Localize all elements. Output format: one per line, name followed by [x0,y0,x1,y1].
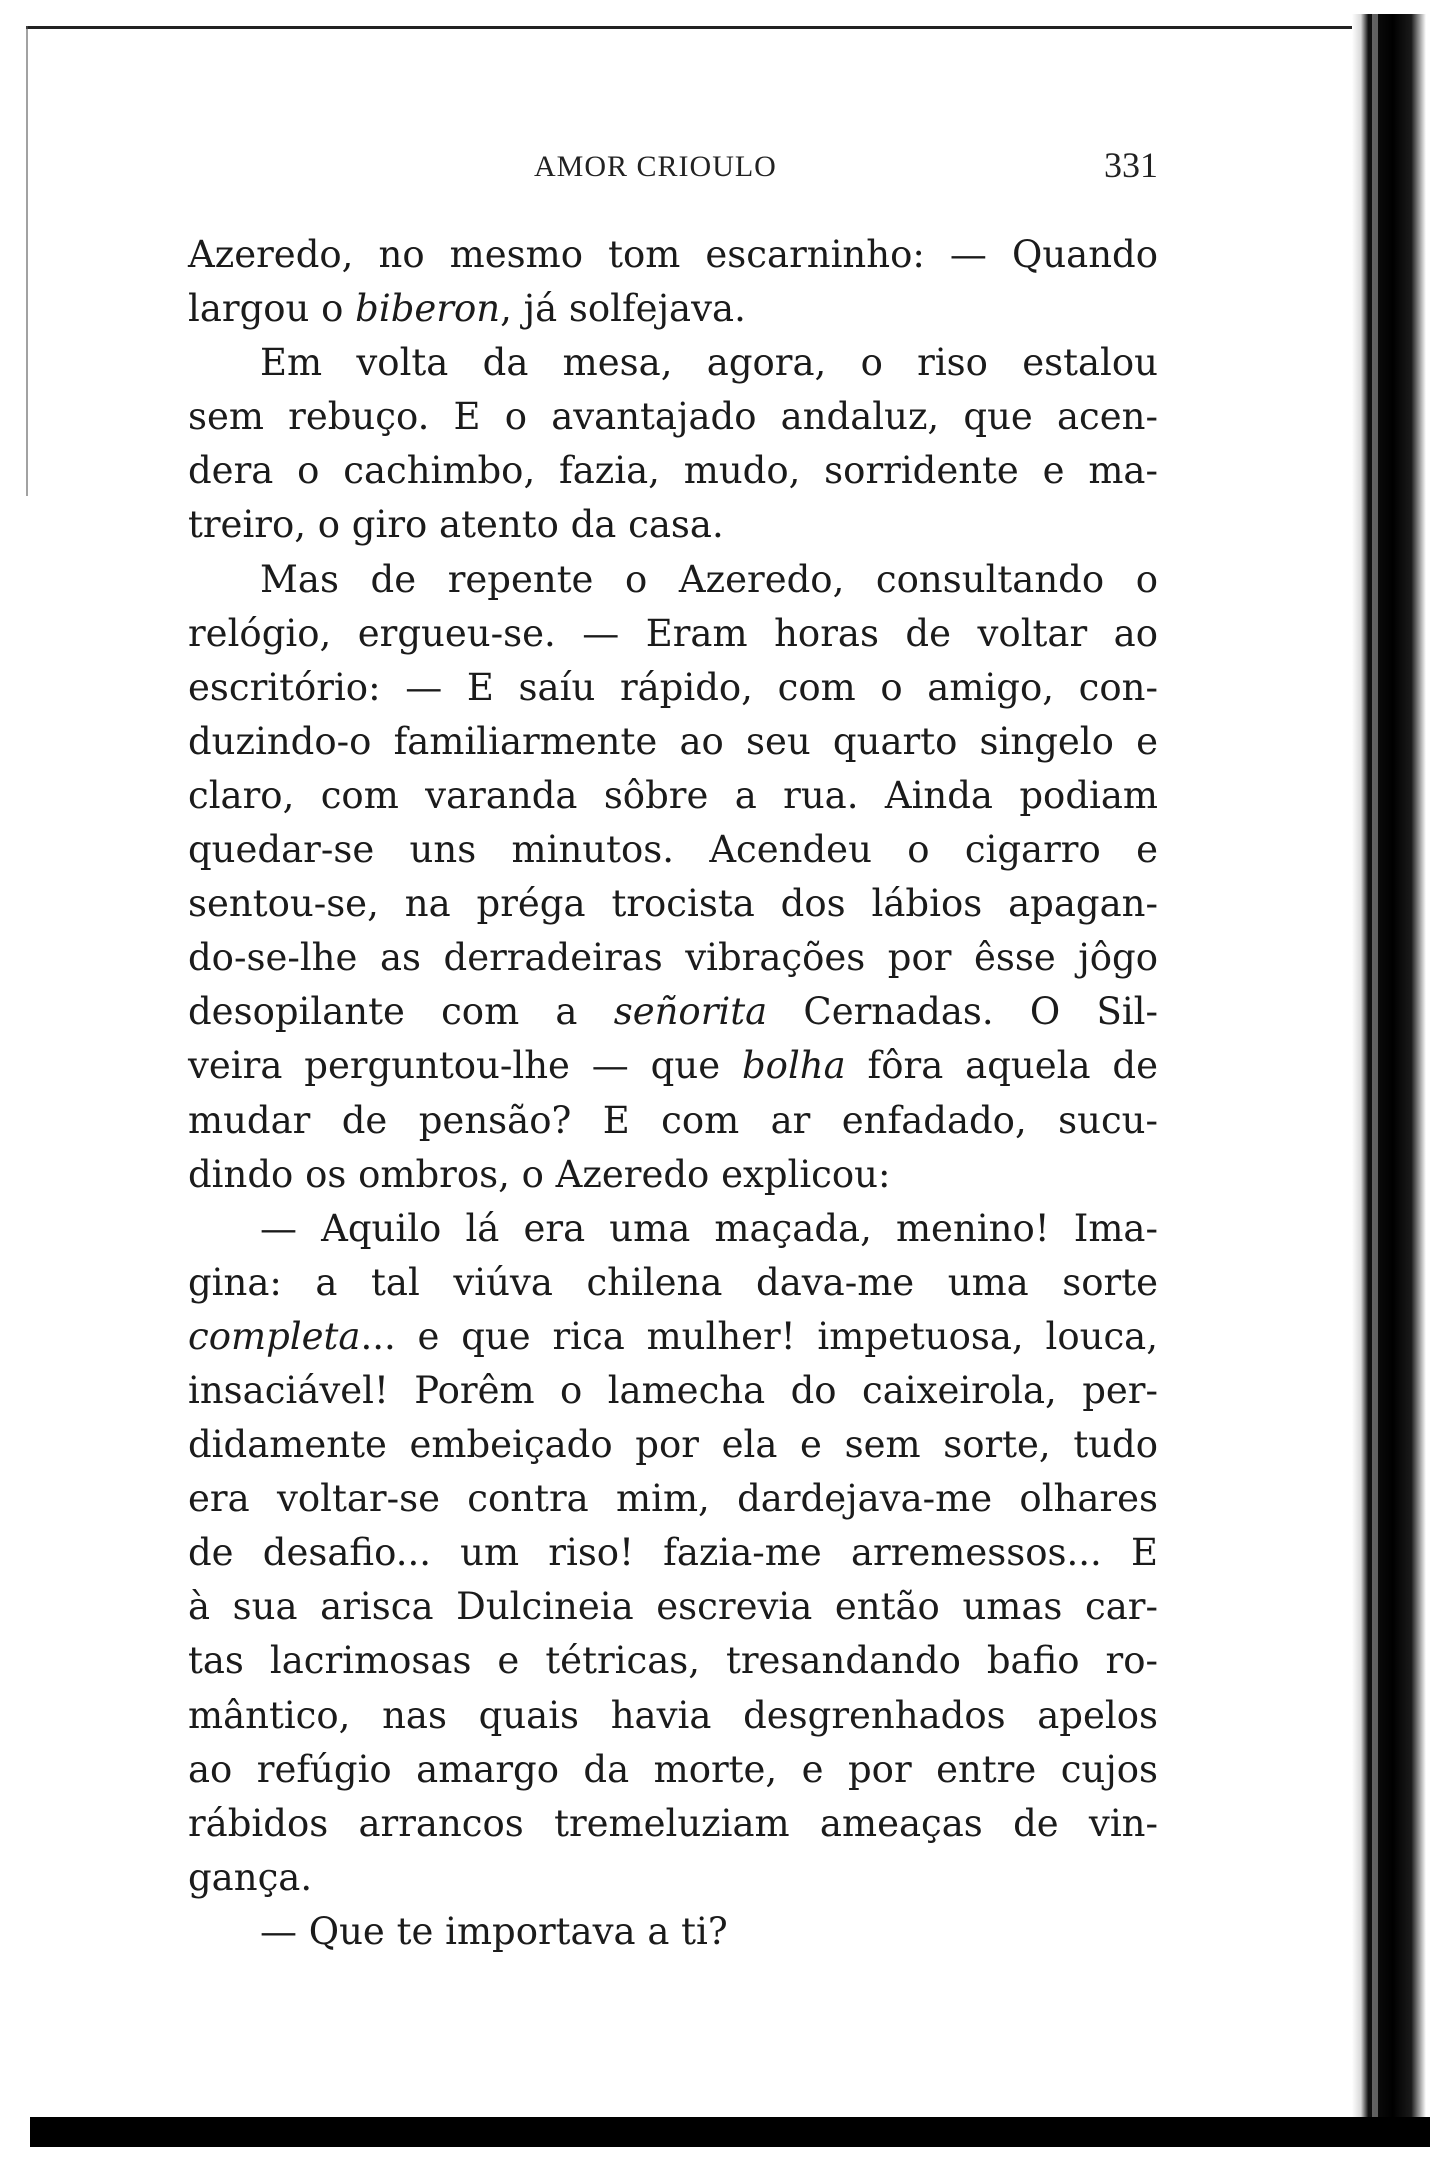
italic-word: señorita [613,990,768,1034]
body-text [188,228,1158,1959]
text-line-18: dindo os ombros, o Azeredo explicou: [188,1152,891,1196]
text-line-20: gina: a tal viúva chilena dava-me uma sorte [188,1260,1158,1304]
text-line-27: tas lacrimosas e tétricas, tresandando bafio ro- [188,1639,1158,1683]
text-line-3: Em volta da mesa, agora, o riso estalou [260,341,1158,385]
bottom-border-shadow [30,2117,1430,2147]
text-line-19: — Aquilo lá era uma maçada, menino! Ima- [260,1206,1158,1250]
text-line-24: era voltar-se contra mim, dardejava-me olhares [188,1477,1158,1521]
text-line-29: ao refúgio amargo da morte, e por entre cujos [188,1747,1158,1791]
text-line-26: à sua arisca Dulcineia escrevia então umas car- [188,1585,1158,1629]
text-line-2: largou o biberon, já solfejava. [188,287,746,331]
running-title: AMOR CRIOULO [534,150,777,183]
text-line-13: sentou-se, na préga trocista dos lábios apagan- [188,882,1158,926]
text-line-17: mudar de pensão? E com ar enfadado, sucu- [188,1098,1158,1142]
text-line-1: Azeredo, no mesmo tom escarninho: — Quando [188,233,1158,276]
text-line-25: de desafio... um riso! fazia-me arremessos... E [188,1531,1158,1575]
right-page-edge-highlight [1372,14,1378,2130]
right-page-edge-shadow [1352,14,1426,2130]
text-line-10: duzindo-o familiarmente ao seu quarto singelo e [188,719,1158,763]
italic-word: completa [188,1314,361,1358]
top-border-line [26,26,1366,29]
page-number: 331 [1104,145,1158,185]
left-border-line [26,26,28,496]
text-line-12: quedar-se uns minutos. Acendeu o cigarro e [188,828,1158,872]
text-line-23: didamente embeiçado por ela e sem sorte, tudo [188,1423,1158,1467]
text-line-11: claro, com varanda sôbre a rua. Ainda podiam [188,773,1158,817]
text-line-21: completa... e que rica mulher! impetuosa, louca, [188,1314,1158,1358]
text-line-4: sem rebuço. E o avantajado andaluz, que acen- [188,395,1158,439]
text-line-7: Mas de repente o Azeredo, consultando o [260,557,1158,601]
text-line-5: dera o cachimbo, fazia, mudo, sorridente e ma- [188,449,1158,493]
text-line-8: relógio, ergueu-se. — Eram horas de voltar ao [188,611,1158,655]
text-line-9: escritório: — E saíu rápido, com o amigo, con- [188,665,1158,709]
text-line-28: mântico, nas quais havia desgrenhados apelos [188,1693,1158,1737]
italic-word: biberon [355,287,501,331]
text-line-15: desopilante com a señorita Cernadas. O Sil- [188,990,1158,1034]
text-line-16: veira perguntou-lhe — que bolha fôra aquela de [188,1044,1158,1088]
text-line-32: — Que te importava a ti? [260,1909,728,1953]
text-line-22: insaciável! Porêm o lamecha do caixeirola, per- [188,1368,1158,1412]
page-header [188,138,1158,188]
text-line-6: treiro, o giro atento da casa. [188,503,724,547]
italic-word: bolha [741,1044,846,1088]
text-line-30: rábidos arrancos tremeluziam ameaças de vin- [188,1801,1158,1845]
text-line-31: gança. [188,1855,313,1899]
text-line-14: do-se-lhe as derradeiras vibrações por êsse jôgo [188,936,1158,980]
